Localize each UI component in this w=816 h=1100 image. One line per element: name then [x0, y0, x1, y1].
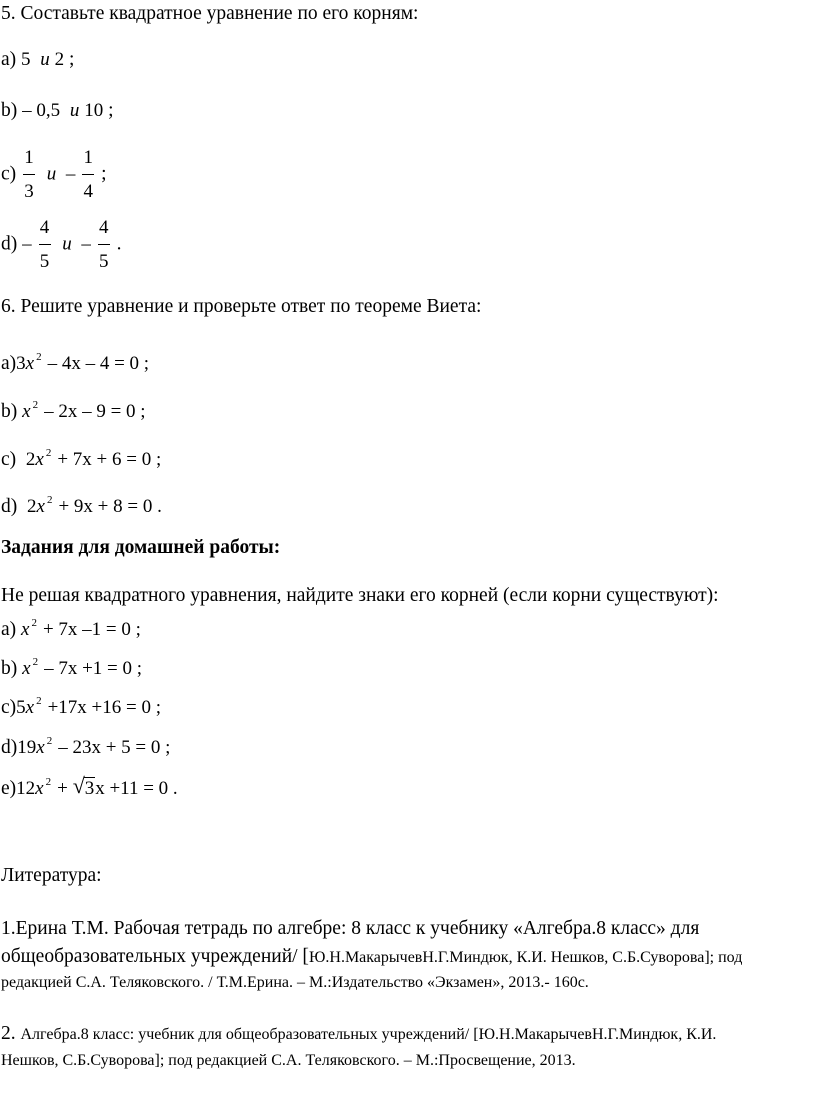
coefficient: 5: [16, 697, 26, 718]
item-label: a): [1, 619, 17, 640]
coefficient: 2: [25, 449, 36, 470]
task5-item-d: d) – $\frac{4}{5}$ и – $\frac{4}{5}$ .: [1, 216, 122, 272]
equation-rest: + 7x –1 = 0 ;: [42, 619, 141, 640]
denominator: 5: [99, 250, 109, 272]
reference-text: Алгебра.8 класс: учебник для общеобразовательных учреждений/ [Ю.Н.МакарычевН.Г.Миндюк, К.И.: [20, 1026, 717, 1043]
item-label: a): [1, 49, 17, 70]
literature-title: Литература:: [1, 865, 102, 886]
task5-item-a: a) 5 и 2 ;: [1, 49, 75, 70]
fraction: [96, 217, 112, 273]
item-label: b): [1, 401, 18, 422]
numerator: 4: [99, 216, 109, 238]
equation-rest: + 7x + 6 = 0 ;: [57, 449, 162, 470]
task5-item-b: b) – 0,5 и 10 ;: [1, 100, 114, 121]
root-value: 5: [21, 49, 31, 70]
conjunction: и: [69, 100, 80, 121]
conjunction: и: [62, 233, 72, 255]
task6-equation: d) 2x $^2$ + 9x + 8 = 0 .: [1, 494, 162, 517]
equation-rest: + 9x + 8 = 0 .: [58, 496, 162, 517]
item-label: d): [1, 233, 18, 255]
coefficient: 12: [16, 778, 36, 799]
homework-equation: c)5x $^2$ +17x +16 = 0 ;: [1, 695, 162, 718]
item-label: d): [1, 737, 18, 758]
homework-equation: d)19x $^2$ – 23x + 5 = 0 ;: [1, 735, 171, 758]
equation-rest: – 7x +1 = 0 ;: [44, 658, 143, 679]
numerator: 1: [83, 146, 94, 168]
radical-sign: √: [72, 773, 85, 798]
task6-equation: a)3x $^2$ – 4x – 4 = 0 ;: [1, 351, 150, 374]
denominator: 4: [83, 180, 94, 202]
coefficient: 19: [17, 737, 37, 758]
numerator: 4: [39, 216, 50, 238]
task6-title: 6. Решите уравнение и проверьте ответ по теореме Виета:: [1, 296, 482, 317]
reference-number: 2.: [1, 1023, 16, 1044]
coefficient: 3: [16, 353, 26, 374]
equation-rest: +17x +16 = 0 ;: [47, 697, 162, 718]
homework-equation: b) x $^2$ – 7x +1 = 0 ;: [1, 656, 143, 679]
coefficient: 2: [27, 496, 37, 517]
fraction-bar: [98, 244, 110, 245]
root-value: 2: [54, 49, 65, 70]
numerator: 1: [24, 146, 34, 168]
reference-text: Ю.Н.МакарычевН.Г.Миндюк, К.И. Нешков, С.Б.Суворова]; под: [308, 949, 743, 966]
reference-2-line-1: [1, 1023, 716, 1046]
item-label: c): [1, 449, 17, 470]
root-value: – 0,5: [22, 100, 61, 121]
fraction: [21, 147, 37, 203]
conjunction: и: [40, 49, 50, 70]
item-label: b): [1, 100, 18, 121]
fraction-bar: [23, 174, 35, 175]
root-value: 10: [84, 100, 104, 121]
reference-2-line-2: Нешков, С.Б.Суворова]; под редакцией С.А. Теляковского. – М.:Просвещение, 2013.: [1, 1052, 576, 1069]
item-label: e): [1, 778, 17, 799]
fraction-bar: [82, 174, 94, 175]
homework-intro: Не решая квадратного уравнения, найдите знаки его корней (если корни существуют):: [1, 585, 719, 606]
square-root: [72, 773, 96, 800]
fraction: [37, 217, 53, 273]
item-label: c): [1, 163, 17, 185]
reference-1-line-3: редакцией С.А. Теляковского. / Т.М.Ерина. – М.:Издательство «Экзамен», 2013.- 160с.: [1, 974, 589, 991]
reference-text: общеобразовательных учреждений/ [: [1, 946, 309, 967]
task6-equation: b) x $^2$ – 2x – 9 = 0 ;: [1, 399, 146, 422]
item-label: b): [1, 658, 18, 679]
equation-rest: – 2x – 9 = 0 ;: [44, 401, 146, 422]
homework-equation: e)12x $^2$ + √ 3x +11 = 0 .: [1, 773, 178, 799]
reference-1-line-1: 1.Ерина Т.М. Рабочая тетрадь по алгебре: 8 класс к учебнику «Алгебра.8 класс» для: [1, 918, 700, 939]
item-label: a): [1, 353, 17, 374]
fraction-bar: [39, 244, 51, 245]
item-label: c): [1, 697, 17, 718]
conjunction: и: [46, 163, 57, 185]
task6-equation: c) 2x $^2$ + 7x + 6 = 0 ;: [1, 447, 162, 470]
homework-equation: a) x $^2$ + 7x –1 = 0 ;: [1, 617, 141, 640]
equation-rest: x +11 = 0 .: [95, 778, 178, 799]
task5-item-c: c) $\frac{1}{3}$ и – $\frac{1}{4}$ ;: [1, 146, 107, 202]
homework-title: Задания для домашней работы:: [1, 537, 281, 558]
item-label: d): [1, 496, 18, 517]
equation-rest: – 4x – 4 = 0 ;: [47, 353, 150, 374]
equation-rest: – 23x + 5 = 0 ;: [58, 737, 171, 758]
task5-title: 5. Составьте квадратное уравнение по его корням:: [1, 3, 419, 24]
fraction: [80, 147, 96, 203]
denominator: 5: [39, 250, 50, 272]
radicand: 3: [84, 778, 95, 799]
reference-1-line-2: [1, 946, 742, 969]
denominator: 3: [24, 180, 34, 202]
